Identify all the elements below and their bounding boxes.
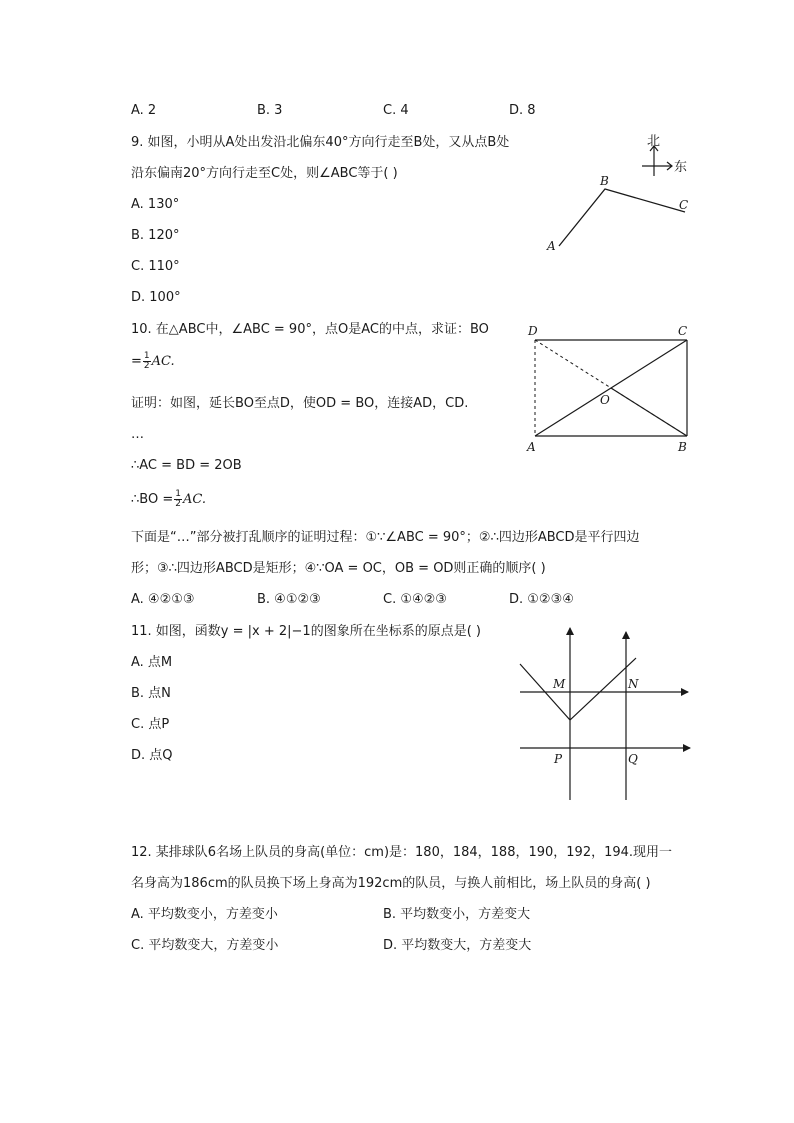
q10-ellipsis: … (131, 427, 144, 442)
q10-option-a[interactable]: A. ④②①③ (131, 592, 195, 607)
q12-option-a[interactable]: A. 平均数变小，方差变小 (131, 907, 278, 922)
equals-sign: = (131, 354, 142, 369)
q9-stem-line2: 沿东偏南20°方向行走至C处，则∠ABC等于( ) (131, 166, 398, 181)
point-d-label: D (528, 324, 538, 338)
fraction-denominator: 2 (143, 361, 150, 371)
point-m-label: M (553, 677, 566, 691)
q10-figure (520, 320, 700, 460)
point-a-label: A (547, 239, 556, 253)
q8-option-d[interactable]: D. 8 (509, 103, 536, 118)
q10-step2 (131, 490, 206, 510)
fraction-half-2 (174, 490, 182, 509)
fraction-numerator: 1 (143, 351, 150, 361)
east-label: 东 (674, 160, 688, 175)
q12-stem-line1: 12. 某排球队6名场上队员的身高(单位：cm)是：180，184，188，190，192，194.现用一 (131, 845, 673, 860)
fraction-half (143, 352, 151, 371)
q9-option-b[interactable]: B. 120° (131, 228, 180, 243)
q10-proof-intro: 证明：如图，延长BO至点D，使OD = BO，连接AD，CD. (131, 396, 469, 411)
north-label: 北 (647, 134, 661, 149)
q10-option-c[interactable]: C. ①④②③ (383, 592, 447, 607)
point-c-label: C (679, 198, 689, 212)
point-q-label: Q (628, 752, 638, 766)
q11-figure (510, 620, 700, 810)
q11-stem: 11. 如图，函数y = |x + 2|−1的图象所在坐标系的原点是( ) (131, 624, 481, 639)
point-c-label: C (678, 324, 688, 338)
q9-option-a[interactable]: A. 130° (131, 197, 180, 212)
ac-term: AC. (151, 354, 175, 369)
q9-option-d[interactable]: D. 100° (131, 290, 181, 305)
fraction-numerator: 1 (175, 489, 181, 499)
q9-figure (530, 128, 700, 258)
q12-option-b[interactable]: B. 平均数变小，方差变大 (383, 907, 531, 922)
compass-icon (642, 146, 672, 176)
step2-lhs: ∴BO = (131, 492, 174, 507)
path-abc (559, 189, 685, 246)
point-a-label: A (527, 440, 536, 454)
step2-rhs: AC. (182, 492, 206, 507)
segment-ob (611, 388, 687, 436)
q10-stem-line2 (131, 352, 175, 372)
q11-option-c[interactable]: C. 点P (131, 717, 170, 732)
q8-option-a[interactable]: A. 2 (131, 103, 157, 118)
point-b-label: B (600, 174, 609, 188)
point-n-label: N (628, 677, 639, 691)
q10-option-b[interactable]: B. ④①②③ (257, 592, 321, 607)
q11-option-b[interactable]: B. 点N (131, 686, 171, 701)
function-graph (520, 658, 636, 720)
fraction-denominator: 2 (175, 499, 181, 509)
q10-step1: ∴AC = BD = 2OB (131, 458, 242, 473)
q10-stem-line1: 10. 在△ABC中，∠ABC = 90°，点O是AC的中点，求证：BO (131, 322, 489, 337)
q10-desc-line2: 形；③∴四边形ABCD是矩形；④∵OA = OC，OB = OD则正确的顺序( ) (131, 561, 546, 576)
q12-option-d[interactable]: D. 平均数变大，方差变大 (383, 938, 532, 953)
q12-stem-line2: 名身高为186cm的队员换下场上身高为192cm的队员，与换人前相比，场上队员的身高( ) (131, 876, 651, 891)
q9-stem-line1: 9. 如图，小明从A处出发沿北偏东40°方向行走至B处，又从点B处 (131, 135, 510, 150)
q11-option-d[interactable]: D. 点Q (131, 748, 173, 763)
point-o-label: O (600, 393, 610, 407)
q10-option-d[interactable]: D. ①②③④ (509, 592, 574, 607)
q8-option-b[interactable]: B. 3 (257, 103, 283, 118)
q9-option-c[interactable]: C. 110° (131, 259, 180, 274)
point-p-label: P (554, 752, 563, 766)
q11-option-a[interactable]: A. 点M (131, 655, 173, 670)
point-b-label: B (678, 440, 687, 454)
q10-desc-line1: 下面是“…”部分被打乱顺序的证明过程：①∵∠ABC = 90°；②∴四边形ABCD是平行四边 (131, 530, 640, 545)
q12-option-c[interactable]: C. 平均数变大，方差变小 (131, 938, 279, 953)
q8-option-c[interactable]: C. 4 (383, 103, 409, 118)
